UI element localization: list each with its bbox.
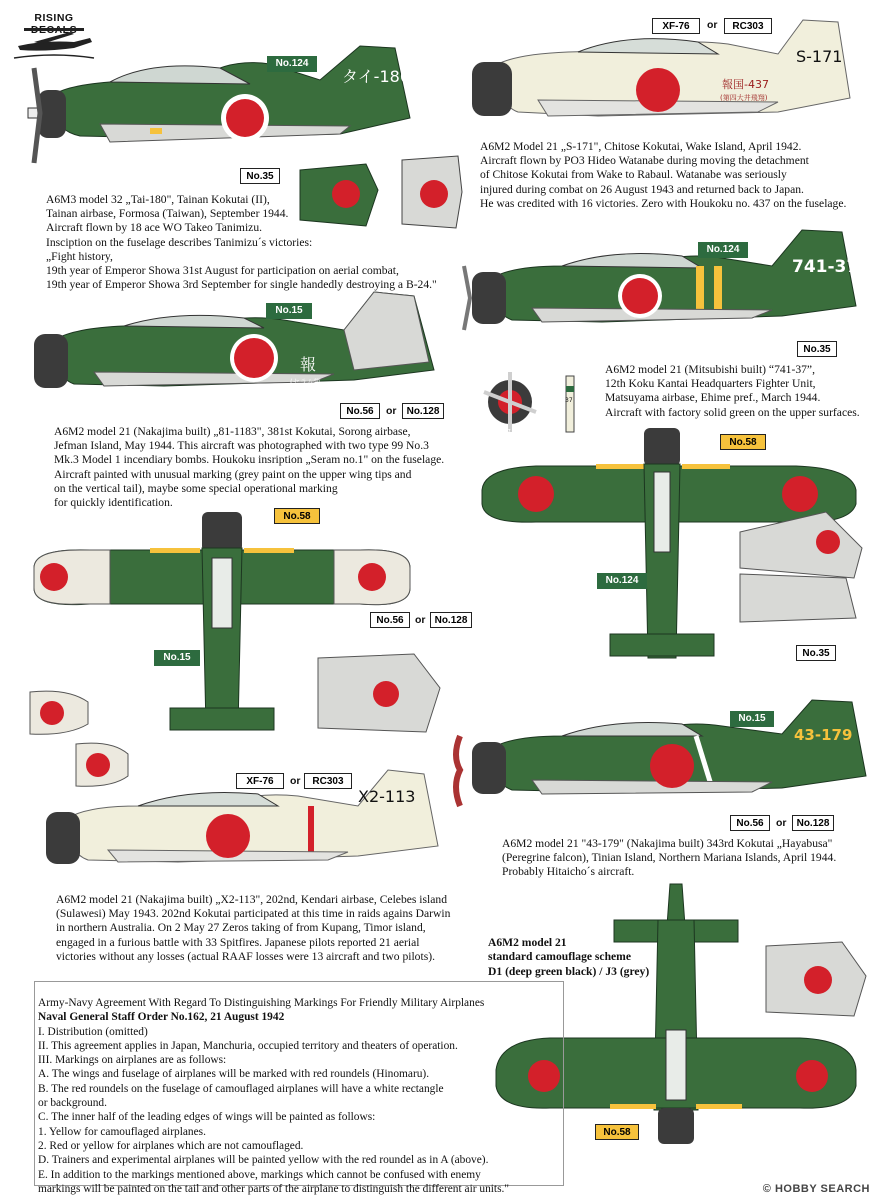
tag-no124-tai180: No.124 [267, 56, 317, 72]
or-label-c811183: or [386, 405, 397, 417]
c811183-side-profile [14, 290, 444, 410]
s171-fuselage-text: 報国-437 [722, 78, 769, 91]
tag-no58-topleft: No.58 [274, 508, 320, 524]
tag-no15-topleft: No.15 [154, 650, 200, 666]
tag-no35-underwing: No.35 [796, 645, 836, 661]
tag-no128-topleft: No.128 [430, 612, 472, 628]
or-label-x2113: or [290, 775, 301, 787]
underwing-detail-left-1 [314, 652, 444, 738]
c811183-subtext: (セラム第... [290, 378, 328, 386]
tai180-side-profile [20, 38, 420, 173]
tag-no58-standard: No.58 [595, 1124, 639, 1140]
c74137-code: 741-37 [792, 257, 859, 277]
tag-no124-topright: No.124 [597, 573, 647, 589]
tag-no56-topleft: No.56 [370, 612, 410, 628]
tag-no15-c43179: No.15 [730, 711, 774, 727]
c74137-side-profile [452, 226, 872, 350]
c43179-side-profile [442, 696, 872, 816]
tag-no35-tai180: No.35 [240, 168, 280, 184]
fin-number: 37 [565, 397, 573, 404]
caption-c74137: A6M2 model 21 (Mitsubishi built) “741-37”, 12th Koku Kantai Headquarters Fighter Unit, Matsuyama airbase, Ehime pref., March 1944. Aircraft with factory solid green on the upper surfaces. [605, 363, 860, 419]
s171-code: S-171 [796, 47, 843, 66]
s171-fuselage-subtext: (第四大井飛翔) [720, 94, 768, 102]
wingtip-detail-left-a [28, 688, 92, 738]
agreement-title: Army-Navy Agreement With Regard To Distinguishing Markings For Friendly Military Airplanes [38, 997, 485, 1009]
front-view-number: 37 [502, 428, 511, 436]
agreement-order: Naval General Staff Order No.162, 21 August 1942 [38, 1011, 285, 1024]
tag-rc303-x2113: RC303 [304, 773, 352, 789]
or-label-topleft: or [415, 614, 426, 626]
caption-standard-scheme: A6M2 model 21 standard camouflage scheme D1 (deep green black) / J3 (grey) [488, 936, 650, 978]
tag-no128-c43179: No.128 [792, 815, 834, 831]
caption-x2113: A6M2 model 21 (Nakajima built) „X2-113", 202nd, Kendari airbase, Celebes island (Sulawesi) May 1943. 202nd Kokutai participated at this time in raids agains Darwin in northern Australia. On 2 May 27 Zeros taking of from Kupang, Timor island, engaged in a furious battle with 33 Spitfires. Japanese pilots reported 21 aerial victories without any losses (actual RAAF losses were 13 aircraft and two pilots). [56, 893, 451, 963]
caption-tai180: A6M3 model 32 „Tai-180", Tainan Kokutai (II), Tainan airbase, Formosa (Taiwan), September 1944. Aircraft flown by 18 ace WO Takeo Tanimizu. Insciption on the fuselage describes Tanimizu´s victories: „Fight history, 19th year of Emperor Showa 31st August for participation on aerial combat, 19th year of Emperor Showa 3rd September for single handedly destroying a B-24." [46, 193, 437, 292]
tag-xf76-s171: XF-76 [652, 18, 700, 34]
c43179-code: 43-179 [794, 726, 853, 744]
tag-xf76-x2113: XF-76 [236, 773, 284, 789]
tag-no124-c74137: No.124 [698, 242, 748, 258]
or-label-s171: or [707, 19, 718, 31]
caption-s171: A6M2 Model 21 „S-171", Chitose Kokutai, Wake Island, April 1942. Aircraft flown by PO3 Hideo Watanabe during moving the detachment of Chitose Kokutai from Wake to Rabaul. Watanabe was seriously injured during combat on 26 August 1943 and returned back to Japan. He was credited with 16 victories. Zero with Houkoku no. 437 on the fuselage. [480, 140, 847, 210]
caption-c43179: A6M2 model 21 "43-179" (Nakajima built) 343rd Kokutai „Hayabusa" (Peregrine falcon), Tinian Island, Northern Mariana Islands, April 1944. Probably Hitaicho´s aircraft. [502, 837, 837, 879]
hobby-search-credit: © HOBBY SEARCH [762, 1183, 870, 1195]
underwing-detail-standard [762, 940, 870, 1020]
tag-no15-c811183: No.15 [266, 303, 312, 319]
agreement-text: Army-Navy Agreement With Regard To Distinguishing Markings For Friendly Military Airplanes Naval General Staff Order No.162, 21 August 1942 I. Distribution (omitted) II. This agreement applies in Japan, Manchuria, occupied territory and theaters of operation. III. Markings on airplanes are as follows: A. The wings and fuselage of airplanes will be marked with red roundels (Hinomaru). B. The red roundels on the fuselage of camouflaged airplanes will have a white rectangle or background. C. The inner half of the leading edges of wings will be painted as follows: 1. Yellow for camouflaged airplanes. 2. Red or yellow for airplanes which are not camouflaged. D. Trainers and experimental airplanes will be painted yellow with the red roundel as in A (above). E. In addition to the markings mentioned above, markings which cannot be confused with enemy markings will be painted on the tail and other parts of the airplane to distinguish the different air units." [38, 997, 510, 1195]
tag-no56-c811183: No.56 [340, 403, 380, 419]
tai180-code: タイ-180 [342, 67, 410, 86]
tag-no128-c811183: No.128 [402, 403, 444, 419]
c811183-kanji: 報 [300, 355, 317, 374]
tag-no58-topright: No.58 [720, 434, 766, 450]
tag-rc303-s171: RC303 [724, 18, 772, 34]
or-label-c43179: or [776, 817, 787, 829]
tag-no56-c43179: No.56 [730, 815, 770, 831]
brand-name: RISING [34, 12, 74, 24]
x2113-code: X2-113 [358, 787, 416, 806]
underwing-detail-right [736, 508, 866, 628]
tag-no35-c74137: No.35 [797, 341, 837, 357]
caption-c811183: A6M2 model 21 (Nakajima built) „81-1183", 381st Kokutai, Sorong airbase, Jefman Island, May 1944. This aircraft was photographed with two type 99 No.3 Mk.3 Model 1 incendiary bombs. Houkoku insription „Seram no.1" on the fuselage. Aircraft painted with unusual marking (grey paint on the upper wing tips and on the vertical tail), maybe some special operational marking for quickly identification. [54, 425, 445, 510]
